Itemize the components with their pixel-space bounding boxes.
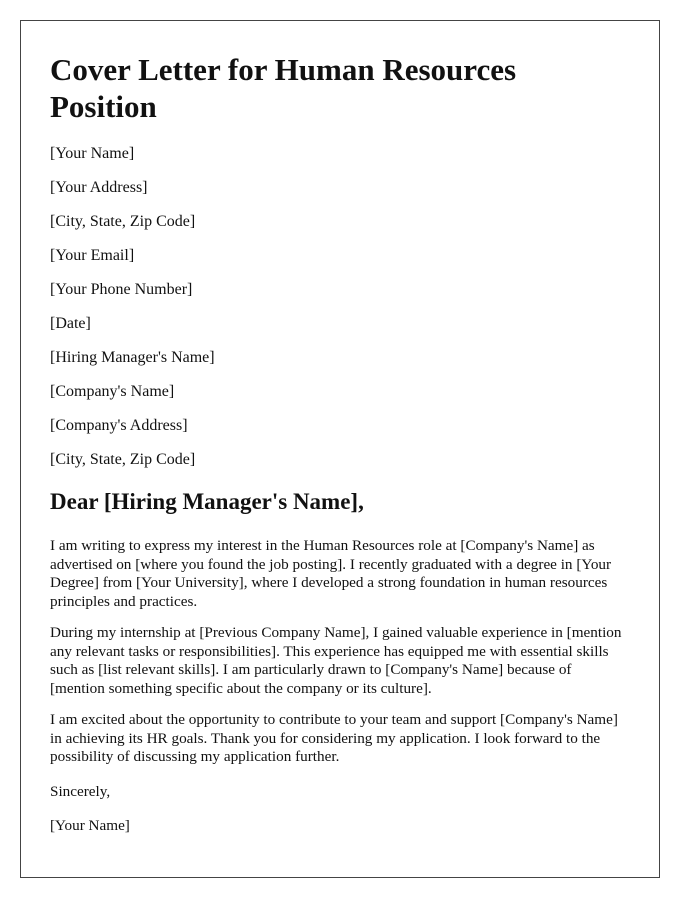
letter-page [20,20,660,878]
sender-address: [Your Address] [50,179,148,196]
page-title: Cover Letter for Human Resources Position [50,52,517,124]
recipient-company-address: [Company's Address] [50,417,188,434]
recipient-company-name: [Company's Name] [50,383,175,400]
body-paragraph-2: During my internship at [Previous Company Name], I gained valuable experience in [mention any relevant tasks or responsibilities]. This experience has equipped me with essential skills such as [list relevant skills]. I am particularly drawn to [Company's Name] because of [mention something specific about the company or its culture]. [50,624,622,697]
body-paragraph-1: I am writing to express my interest in the Human Resources role at [Company's Name] as advertised on [where you found the job posting]. I recently graduated with a degree in [Your Degree] from [Your University], where I developed a strong foundation in human resources principles and practices. [50,537,612,610]
recipient-manager-name: [Hiring Manager's Name] [50,349,215,366]
sender-city-state-zip: [City, State, Zip Code] [50,213,196,230]
sender-email: [Your Email] [50,247,135,264]
salutation: Dear [Hiring Manager's Name], [50,489,364,514]
recipient-city-state-zip: [City, State, Zip Code] [50,451,196,468]
closing: Sincerely, [50,783,111,800]
signature-name: [Your Name] [50,817,130,834]
body-paragraph-3: I am excited about the opportunity to contribute to your team and support [Company's Name] in achieving its HR goals. Thank you for considering my application. I look forward to the possibility of discussing my application further. [50,711,618,765]
letter-date: [Date] [50,315,91,332]
sender-phone: [Your Phone Number] [50,281,193,298]
sender-name: [Your Name] [50,145,135,162]
